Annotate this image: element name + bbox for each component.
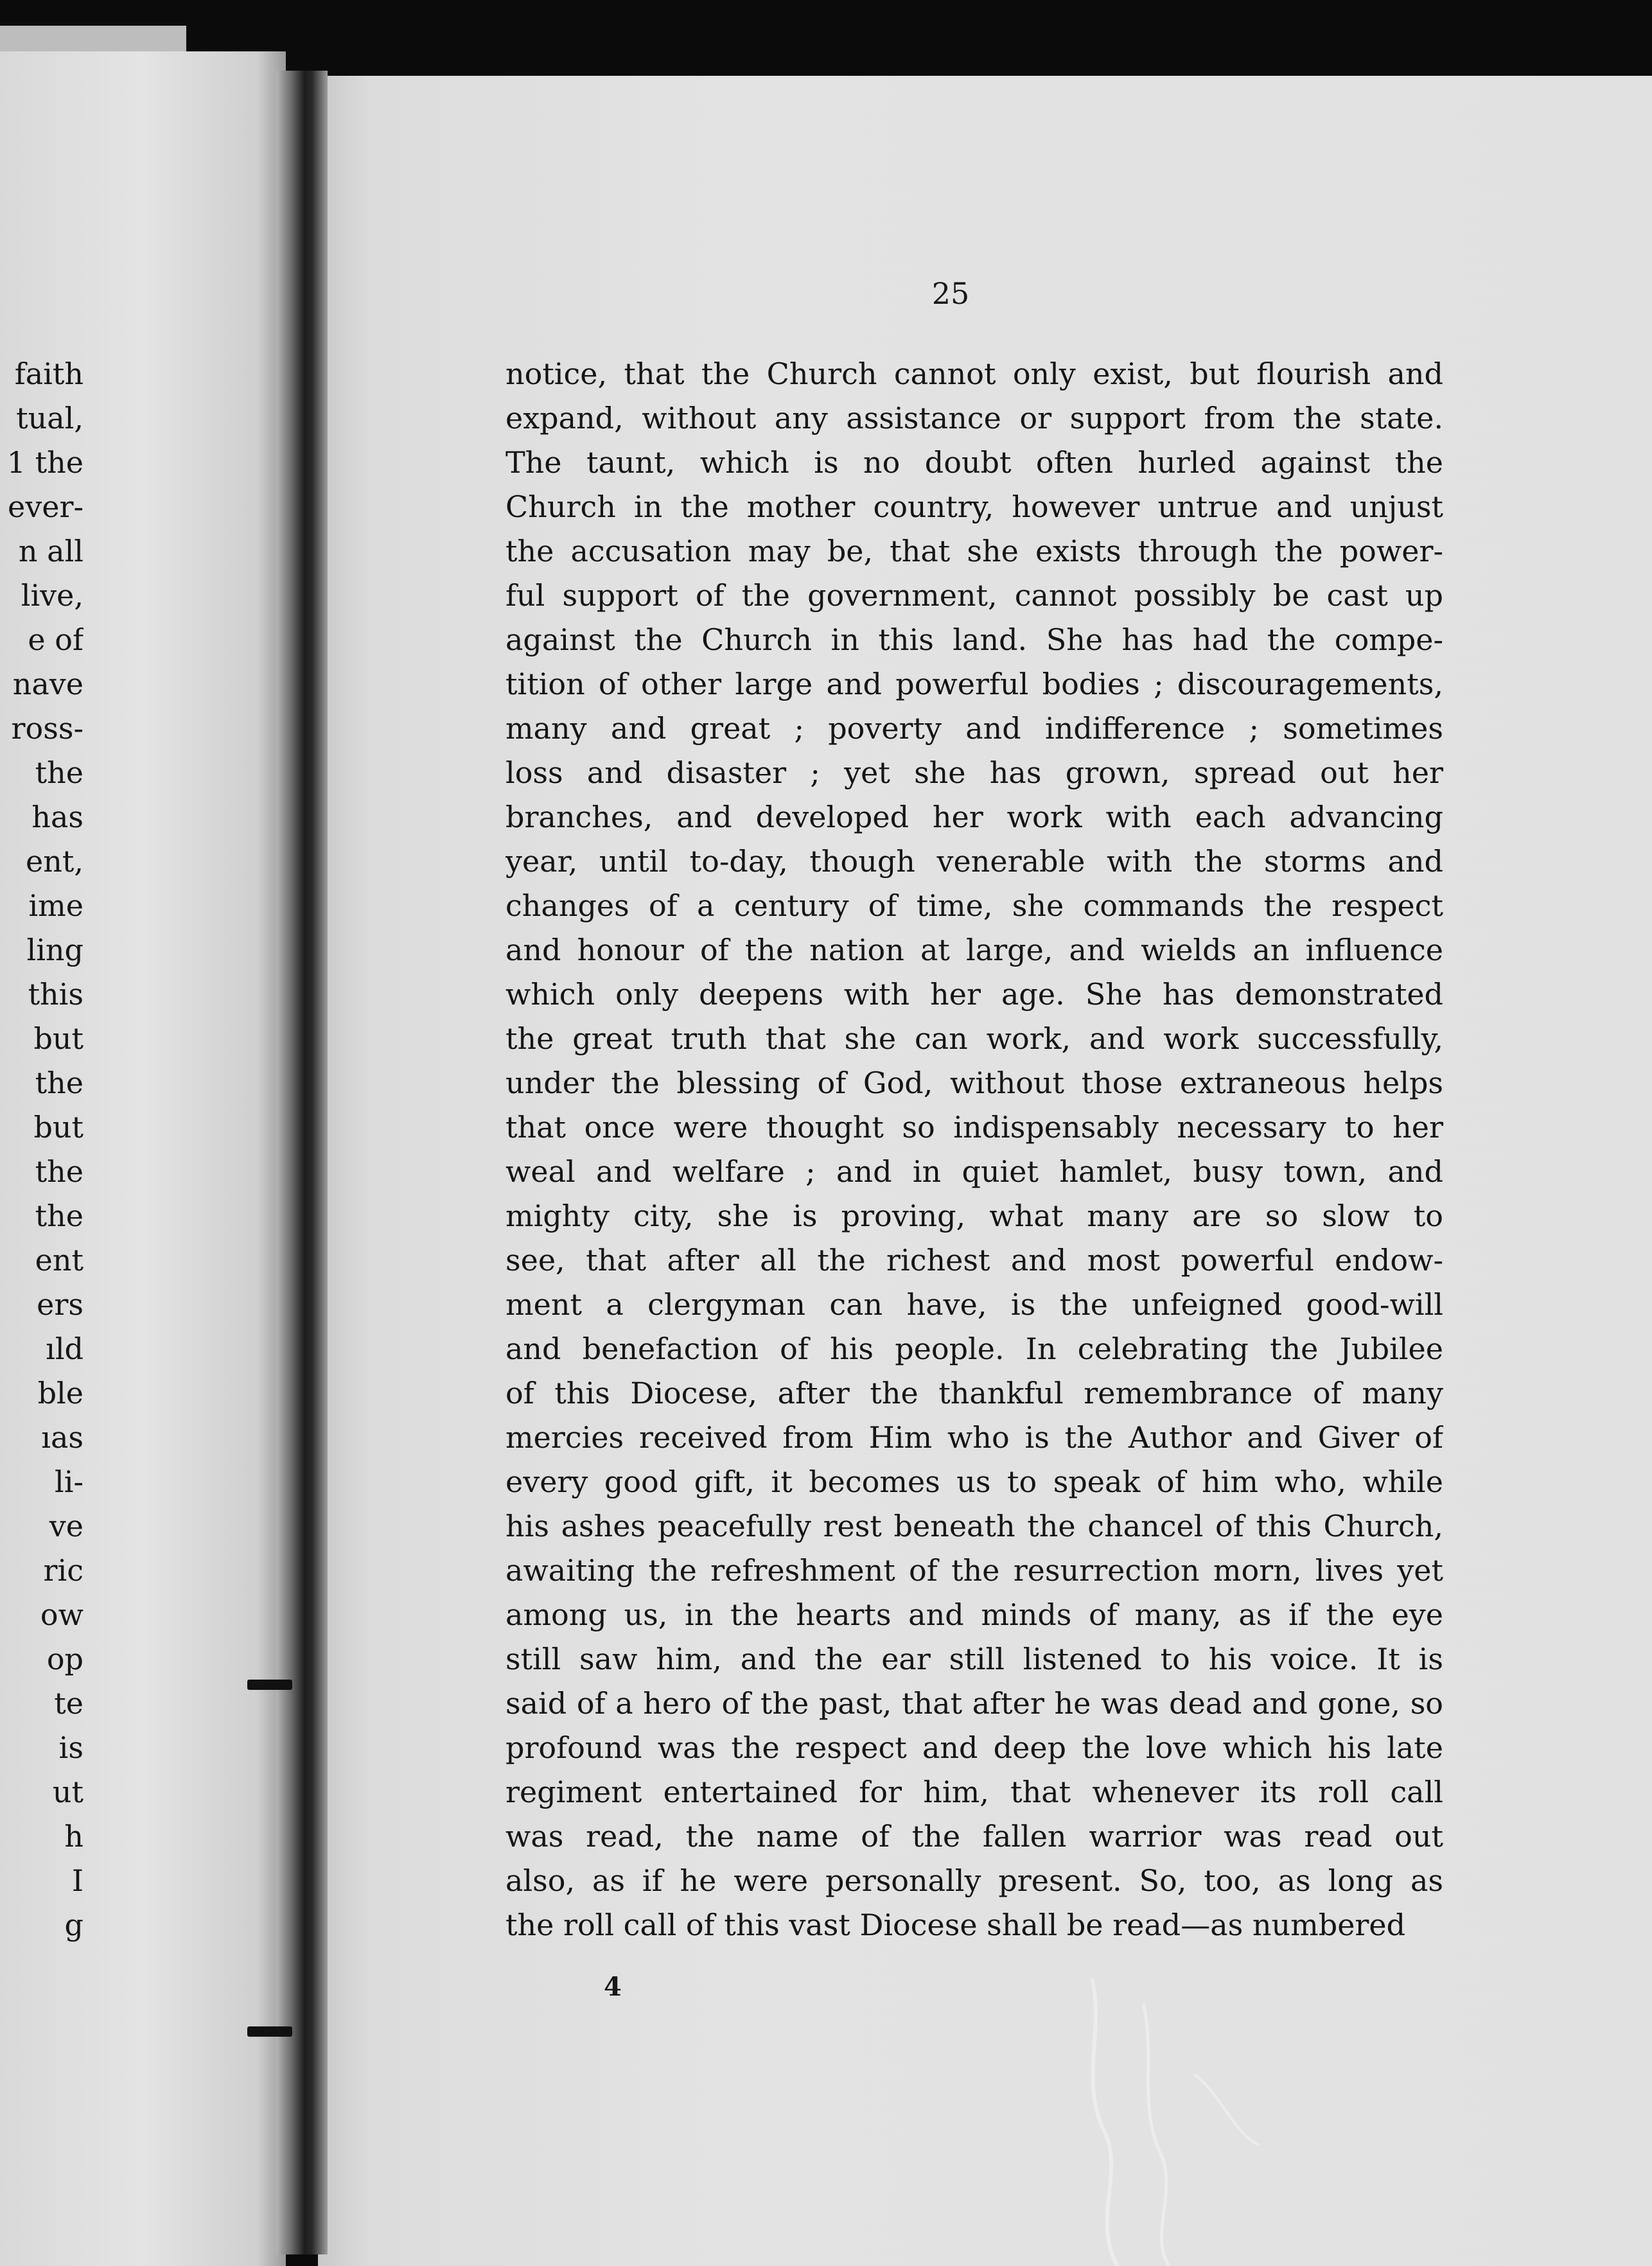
text-line: said of a hero of the past, that after he was dead and gone, so [505,1686,1443,1721]
text-line: the great truth that she can work, and work successfully, [505,1021,1443,1056]
text-line: his ashes peacefully rest beneath the chancel of this Church, [505,1509,1443,1543]
signature-mark: 4 [604,1972,622,2002]
text-line: tition of other large and powerful bodies ; discouragements, [505,667,1443,701]
left-page-line: live, [21,578,83,613]
text-line: many and great ; poverty and indifference ; sometimes [505,711,1443,746]
text-line: mercies received from Him who is the Author and Giver of [505,1420,1443,1455]
page-number: 25 [931,276,970,311]
left-page-line: ut [52,1775,83,1809]
text-line: and honour of the nation at large, and wields an influence [505,933,1443,967]
text-line: profound was the respect and deep the love which his late [505,1730,1443,1765]
text-line: weal and welfare ; and in quiet hamlet, busy town, and [505,1154,1443,1189]
text-line: Church in the mother country, however untrue and unjust [505,489,1443,524]
paper-stain [1066,1978,1310,2266]
gutter-mark [247,2026,292,2037]
left-page-line: ent, [26,844,83,879]
left-page-line: ever- [8,489,83,524]
left-page-line: ıas [41,1420,83,1455]
text-line: that once were thought so indispensably necessary to her [505,1110,1443,1145]
text-line: among us, in the hearts and minds of many, as if the eye [505,1597,1443,1632]
left-page-line: but [33,1021,83,1056]
left-page-line: the [35,755,83,790]
left-page-line: is [58,1730,83,1765]
left-page-line: the [35,1066,83,1100]
left-page-line: ow [40,1597,83,1632]
left-page-line: te [54,1686,83,1721]
left-page-line: I [71,1863,83,1898]
left-page-line: has [31,800,83,834]
text-line: the accusation may be, that she exists through the power- [505,534,1443,568]
text-line: under the blessing of God, without those extraneous helps [505,1066,1443,1100]
text-line: still saw him, and the ear still listened to his voice. It is [505,1642,1443,1676]
text-line: against the Church in this land. She has had the compe- [505,622,1443,657]
left-page-line: tual, [16,401,83,435]
left-page-line: ling [26,933,83,967]
left-page-line: the [35,1154,83,1189]
text-line: ment a clergyman can have, is the unfeigned good-will [505,1287,1443,1322]
text-line: branches, and developed her work with each advancing [505,800,1443,834]
book-gutter [276,71,328,2254]
left-page-line: ross- [11,711,83,746]
left-page-line: li- [55,1464,83,1499]
left-page-line: 1 the [6,445,83,480]
text-line: mighty city, she is proving, what many are so slow to [505,1199,1443,1233]
text-line: the roll call of this vast Diocese shall be read—as numbered [505,1908,1406,1942]
left-page-line: ers [37,1287,83,1322]
text-line: ful support of the government, cannot possibly be cast up [505,578,1443,613]
left-page-line: e of [28,622,83,657]
text-line: awaiting the refreshment of the resurrection morn, lives yet [505,1553,1443,1588]
left-page-line: h [64,1819,83,1854]
text-line: notice, that the Church cannot only exist, but flourish and [505,356,1443,391]
text-line: every good gift, it becomes us to speak of him who, while [505,1464,1443,1499]
left-page-line: this [28,977,83,1012]
text-line: changes of a century of time, she commands the respect [505,888,1443,923]
text-line: also, as if he were personally present. So, too, as long as [505,1863,1443,1898]
text-line: was read, the name of the fallen warrior was read out [505,1819,1443,1854]
gutter-mark [247,1680,292,1690]
left-page-line: ble [37,1376,83,1410]
left-page-line: ıld [46,1331,83,1366]
left-page-line: faith [14,356,83,391]
left-page-line: but [33,1110,83,1145]
text-line: see, that after all the richest and most powerful endow- [505,1243,1443,1278]
text-line: regiment entertained for him, that whenever its roll call [505,1775,1443,1809]
left-page-line: n all [18,534,83,568]
left-page-line: ime [28,888,83,923]
page-body-text [505,352,1443,1947]
left-page-line: ric [43,1553,83,1588]
left-page-line: the [35,1199,83,1233]
text-line: year, until to-day, though venerable with the storms and [505,844,1443,879]
left-page-text [0,352,83,1947]
text-line: of this Diocese, after the thankful remembrance of many [505,1376,1443,1410]
text-line: The taunt, which is no doubt often hurled against the [505,445,1443,480]
left-page-line: op [46,1642,83,1676]
text-line: loss and disaster ; yet she has grown, spread out her [505,755,1443,790]
left-page-line: g [64,1908,83,1942]
text-line: expand, without any assistance or support from the state. [505,401,1443,435]
left-page-line: ve [49,1509,83,1543]
text-line: which only deepens with her age. She has demonstrated [505,977,1443,1012]
left-page-line: ent [35,1243,83,1278]
text-line: and benefaction of his people. In celebrating the Jubilee [505,1331,1443,1366]
left-page-line: nave [12,667,83,701]
